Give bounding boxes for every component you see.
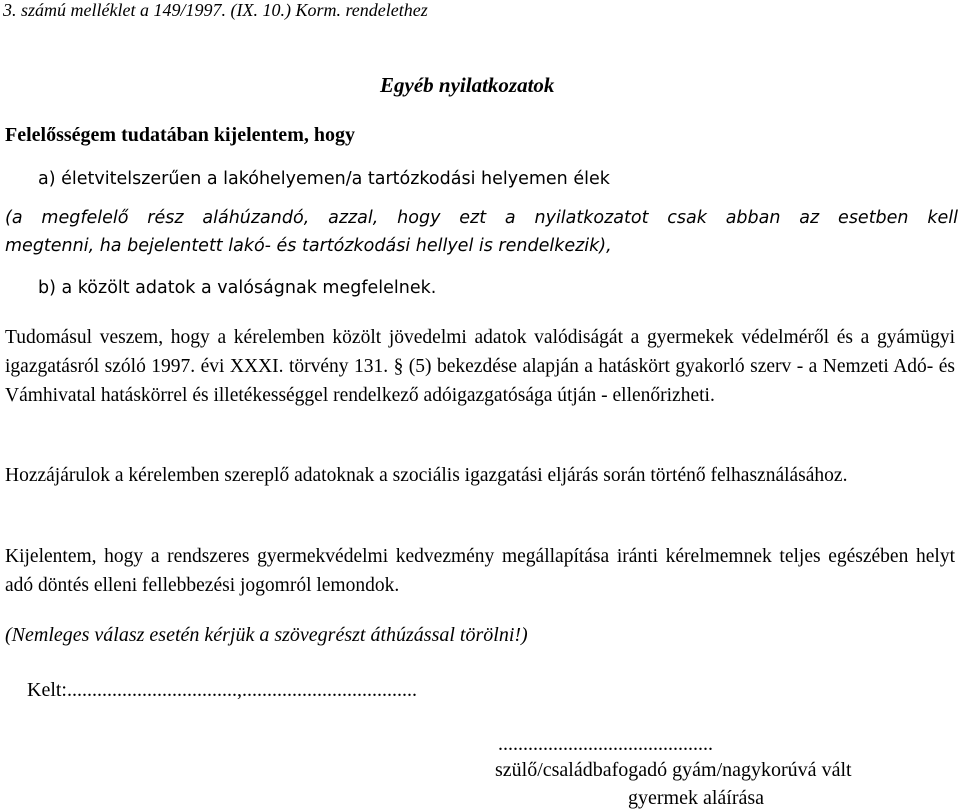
- signature-label-line-1: szülő/családbafogadó gyám/nagykorúvá vált: [495, 759, 852, 781]
- paragraph-appeal-waiver: Kijelentem, hogy a rendszeres gyermekvédelmi kedvezmény megállapítása iránti kérelmemnek teljes egészében helyt adó döntés elleni fellebbezési jogomról lemondok.: [5, 546, 955, 596]
- header-note: 3. számú melléklet a 149/1997. (IX. 10.) Korm. rendelethez: [3, 0, 428, 20]
- negative-answer-note: (Nemleges válasz esetén kérjük a szövegrészt áthúzással törölni!): [5, 624, 528, 646]
- declaration-item-a: a) életvitelszerűen a lakóhelyemen/a tartózkodási helyemen élek: [38, 169, 610, 189]
- signature-label-line-2: gyermek aláírása: [628, 787, 765, 809]
- page-title: Egyéb nyilatkozatok: [380, 73, 555, 97]
- declaration-item-a-note-line-1: (a megfelelő rész aláhúzandó, azzal, hogy ezt a nyilatkozatot csak abban az esetben kell: [5, 208, 958, 228]
- declaration-item-b: b) a közölt adatok a valóságnak megfelelnek.: [38, 278, 437, 298]
- paragraph-data-consent: Hozzájárulok a kérelemben szereplő adatoknak a szociális igazgatási eljárás során történő felhasználásához.: [5, 465, 848, 486]
- paragraph-income-verification: Tudomásul veszem, hogy a kérelemben közölt jövedelmi adatok valódiságát a gyermekek védelméről és a gyámügyi igazgatásról szóló 1997. évi XXXI. törvény 131. § (5) bekezdése alapján a hatáskört gyakorló szerv - a Nemzeti Adó- és Vámhivatal hatáskörrel és illetékességgel rendelkező adóigazgatósága útján - ellenőrizheti.: [5, 327, 955, 406]
- declaration-intro: Felelősségem tudatában kijelentem, hogy: [5, 124, 355, 146]
- date-field: Kelt:..................................,...................................: [27, 679, 417, 701]
- declaration-item-a-note-line-2: megtenni, ha bejelentett lakó- és tartózkodási hellyel is rendelkezik),: [5, 236, 612, 256]
- signature-line: ...........................................: [498, 733, 713, 755]
